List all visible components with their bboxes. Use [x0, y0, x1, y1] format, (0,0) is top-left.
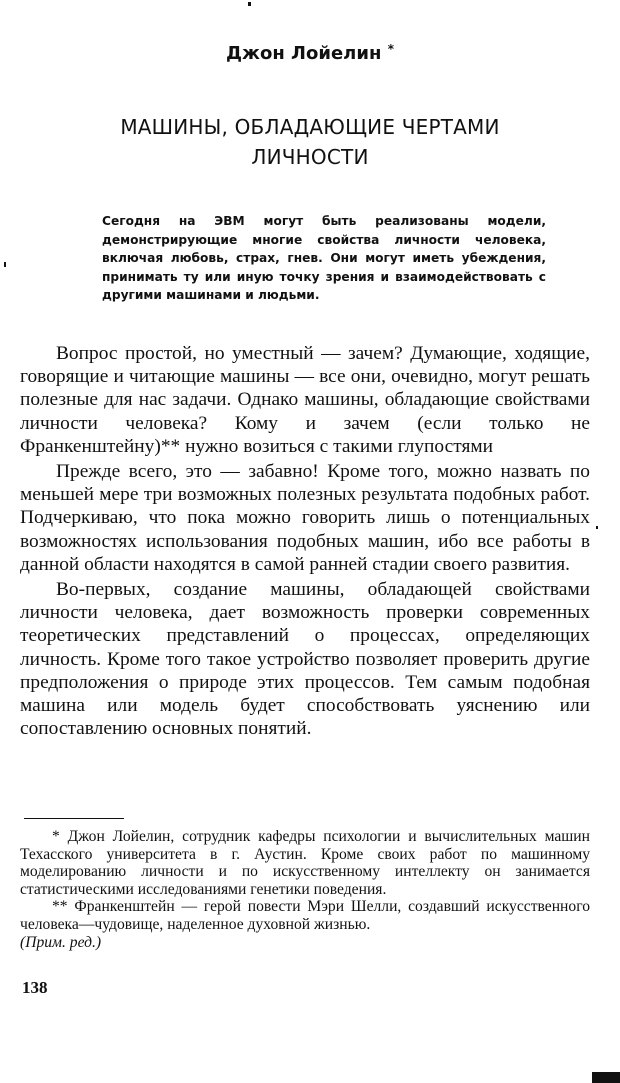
editor-note: (Прим. ред.)	[20, 933, 102, 951]
footnote-2	[20, 898, 590, 933]
footnote-divider	[24, 818, 124, 819]
scan-edge-mark	[592, 1072, 620, 1083]
abstract: Сегодня на ЭВМ могут быть реализованы модели, демонстрирующие многие свойства личности человека, включая любовь, страх, гнев. Они могут иметь убеждения, принимать ту или иную точку зрения и взаимодействовать с другими машинами и людьми.	[102, 214, 546, 303]
body-paragraph-3: Во-первых, создание машины, обладающей свойствами личности человека, дает возможность проверки современных теоретических представлений о процессах, определяющих личность. Кроме того такое устройство позволяет проверить другие предположения о природе этих процессов. Тем самым подобная машина или модель будет способствовать уяснению или сопоставлению основных понятий.	[20, 579, 590, 740]
author-name: Джон Лойелин	[226, 43, 382, 64]
body-paragraph-1: Вопрос простой, но уместный — зачем? Думающие, ходящие, говорящие и читающие машины — все они, очевидно, могут решать полезные для нас задачи. Однако машины, обладающие свойствами личности человека? Кому и зачем (если только не Франкенштейну)** нужно возиться с такими глупостями	[20, 343, 590, 457]
footnote-1: * Джон Лойелин, сотрудник кафедры психологии и вычислительных машин Техасского университета в г. Аустин. Кроме своих работ по машинному моделированию личности и по искусственному интеллекту он занимается статистическими исследованиями генетики поведения.	[20, 828, 590, 898]
scan-speck	[596, 526, 598, 529]
body-text	[20, 342, 590, 742]
scan-speck	[248, 2, 251, 6]
page-number: 138	[22, 978, 48, 997]
footnotes	[20, 828, 590, 951]
scan-speck	[4, 262, 6, 267]
author-heading	[0, 42, 620, 64]
title-line-2: ЛИЧНОСТИ	[251, 145, 369, 169]
article-title	[60, 112, 560, 172]
body-paragraph-2: Прежде всего, это — забавно! Кроме того, можно назвать по меньшей мере три возможных полезных результата подобных работ. Подчеркиваю, что пока можно говорить лишь о потенциальных возможностях использования подобных машин, ибо все работы в данной области находятся в самой ранней стадии своего развития.	[20, 461, 590, 575]
title-line-1: МАШИНЫ, ОБЛАДАЮЩИЕ ЧЕРТАМИ	[120, 115, 500, 139]
author-footnote-mark: *	[387, 42, 394, 56]
footnote-2-text: ** Франкенштейн — герой повести Мэри Шелли, создавший искусственного человека—чудовище, наделенное духовной жизнью.	[20, 898, 590, 933]
